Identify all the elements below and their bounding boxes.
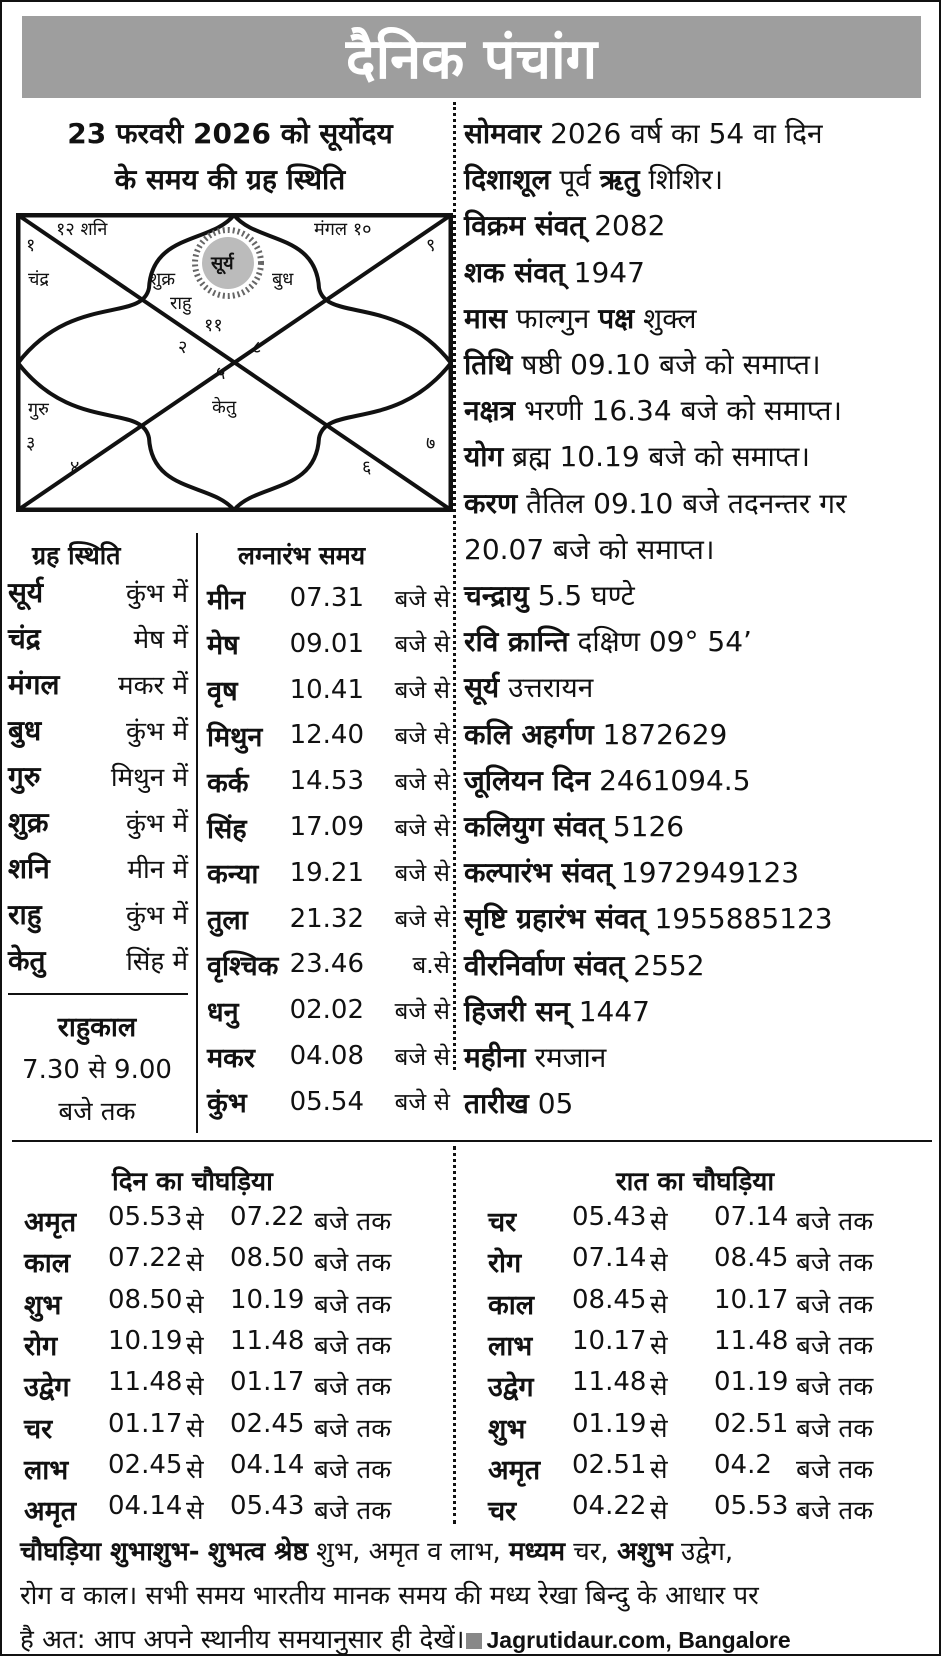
house-8-label: ८	[252, 337, 262, 358]
graha-position: कुंभ में	[125, 579, 188, 609]
house-6-label: ६	[362, 457, 372, 478]
lagna-suffix: बजे से	[394, 1042, 450, 1071]
lagna-time: 04.08	[289, 1041, 364, 1071]
choghadiya-name: शुभ	[24, 1289, 62, 1321]
info-value: 2082	[594, 209, 666, 243]
planet-surya: सूर्य	[211, 253, 234, 274]
planet-ketu: केतु	[212, 397, 237, 418]
lagna-rashi: वृश्चिक	[207, 950, 279, 982]
choghadiya-divider	[12, 1140, 932, 1142]
choghadiya-from: 01.17	[108, 1408, 183, 1439]
choghadiya-tak: बजे तक	[796, 1289, 874, 1320]
graha-name: चंद्र	[8, 622, 41, 655]
choghadiya-from: 05.53	[108, 1202, 183, 1232]
choghadiya-to: 04.2	[714, 1449, 772, 1480]
info-row	[464, 114, 823, 152]
graha-position: कुंभ में	[125, 901, 188, 931]
info-key: विक्रम संवत्	[464, 209, 586, 243]
choghadiya-from: 02.45	[108, 1449, 183, 1480]
rahukaal-suffix: बजे तक	[58, 1097, 136, 1127]
house-11-label: ११	[204, 315, 223, 336]
choghadiya-tak: बजे तक	[796, 1496, 874, 1527]
info-value: 1955885123	[654, 902, 833, 936]
lagna-suffix: बजे से	[394, 767, 450, 796]
lagna-rashi: कन्या	[207, 859, 259, 891]
lagna-heading: लग्नारंभ समय	[238, 541, 366, 570]
footer-text-udveg: उद्वेग,	[681, 1537, 734, 1567]
info-row	[464, 437, 810, 475]
choghadiya-from: 08.50	[108, 1284, 183, 1315]
choghadiya-to: 07.14	[714, 1202, 789, 1232]
info-key: कलियुग संवत्	[464, 810, 604, 843]
choghadiya-from: 01.19	[572, 1408, 647, 1439]
choghadiya-se: से	[186, 1454, 204, 1485]
house-2-label: २	[178, 337, 188, 358]
choghadiya-to: 02.45	[230, 1408, 305, 1439]
choghadiya-to: 11.48	[714, 1325, 789, 1356]
choghadiya-to: 01.17	[230, 1367, 305, 1398]
choghadiya-se: से	[650, 1207, 668, 1237]
choghadiya-name: उद्वेग	[488, 1372, 534, 1404]
info-row	[464, 668, 593, 706]
choghadiya-from: 10.17	[572, 1325, 647, 1356]
choghadiya-name: चर	[488, 1207, 517, 1238]
choghadiya-to: 10.17	[714, 1284, 789, 1315]
choghadiya-tak: बजे तक	[314, 1248, 392, 1279]
info-value: दक्षिण 09° 54’	[577, 625, 752, 659]
choghadiya-name: चर	[488, 1496, 517, 1528]
page-title: दैनिक पंचांग	[22, 16, 921, 98]
lagna-time: 07.31	[289, 583, 364, 613]
info-key: महीना	[464, 1041, 526, 1074]
choghadiya-tak: बजे तक	[314, 1372, 392, 1403]
lagna-time: 23.46	[289, 949, 364, 980]
house-4-label: ४	[70, 457, 80, 478]
info-key: चन्द्रायु	[464, 579, 529, 612]
lagna-suffix: बजे से	[394, 813, 450, 842]
info-key: तिथि	[464, 348, 513, 381]
choghadiya-name: अमृत	[24, 1207, 77, 1238]
choghadiya-from: 07.14	[572, 1243, 647, 1274]
house-10-label: मंगल १०	[314, 219, 372, 240]
info-row	[464, 807, 684, 845]
choghadiya-se: से	[650, 1289, 668, 1320]
lagna-rashi: मिथुन	[207, 721, 263, 753]
choghadiya-name: रोग	[488, 1248, 522, 1280]
choghadiya-se: से	[186, 1248, 204, 1279]
info-key-2: ऋतु	[599, 163, 640, 197]
footer-key-madhyam: मध्यम	[509, 1537, 565, 1567]
lagna-suffix: बजे से	[394, 905, 450, 934]
planet-rahu: राहु	[170, 293, 192, 314]
info-key: कलि अहर्गण	[464, 717, 594, 751]
info-key: सूर्य	[464, 671, 500, 705]
choghadiya-se: से	[186, 1289, 204, 1320]
info-value: षष्ठी 09.10 बजे को समाप्त।	[521, 348, 821, 381]
lagna-rashi: मेष	[207, 630, 239, 662]
choghadiya-se: से	[650, 1454, 668, 1485]
info-value-2: शिशिर।	[648, 163, 724, 197]
lagna-suffix: बजे से	[394, 996, 450, 1025]
graha-position: मिथुन में	[110, 763, 188, 793]
lagna-rashi: वृष	[207, 676, 238, 708]
info-value: उत्तरायन	[508, 671, 594, 705]
choghadiya-name: काल	[24, 1248, 71, 1280]
info-value: ब्रह्म 10.19 बजे को समाप्त।	[512, 440, 810, 474]
graha-name: केतु	[8, 944, 46, 977]
footer-key-ashubh: अशुभ	[616, 1537, 673, 1567]
info-row	[464, 160, 723, 198]
info-value: 2552	[633, 948, 705, 982]
choghadiya-tak: बजे तक	[796, 1330, 874, 1361]
info-row	[464, 576, 635, 614]
info-value: 05	[537, 1087, 574, 1121]
planet-guru: गुरु	[28, 399, 49, 420]
graha-position: कुंभ में	[125, 717, 188, 747]
choghadiya-to: 04.14	[230, 1449, 305, 1480]
rahukaal-divider	[8, 993, 188, 995]
info-value: 1872629	[602, 717, 728, 751]
choghadiya-tak: बजे तक	[314, 1330, 392, 1361]
choghadiya-se: से	[186, 1372, 204, 1403]
choghadiya-from: 05.43	[572, 1202, 647, 1232]
info-row	[464, 391, 842, 429]
choghadiya-name: लाभ	[24, 1454, 69, 1486]
choghadiya-tak: बजे तक	[796, 1248, 874, 1279]
graha-name: मंगल	[8, 668, 60, 701]
info-value: रमजान	[534, 1041, 607, 1074]
chart-heading-line2: के समय की ग्रह स्थिति	[114, 163, 346, 196]
choghadiya-se: से	[186, 1496, 204, 1527]
choghadiya-name: काल	[488, 1289, 535, 1321]
info-row	[464, 853, 799, 891]
graha-name: राहु	[8, 898, 42, 931]
choghadiya-tak: बजे तक	[796, 1372, 874, 1403]
lagna-time: 17.09	[289, 812, 364, 842]
choghadiya-name: लाभ	[488, 1330, 533, 1362]
info-key: हिजरी सन्	[464, 994, 570, 1028]
publisher-credit: Jagrutidaur.com, Bangalore	[486, 1627, 791, 1653]
choghadiya-from: 02.51	[572, 1449, 647, 1480]
lagna-suffix: बजे से	[394, 859, 450, 888]
choghadiya-tak: बजे तक	[796, 1454, 874, 1485]
info-row	[464, 899, 833, 937]
choghadiya-to: 08.50	[230, 1243, 305, 1274]
choghadiya-name: रोग	[24, 1330, 58, 1362]
info-key: तारीख	[464, 1087, 529, 1121]
info-key: जूलियन दिन	[464, 763, 591, 797]
choghadiya-name: शुभ	[488, 1413, 526, 1445]
house-3-label: ३	[26, 433, 36, 454]
graha-name: शुक्र	[8, 806, 49, 839]
kundali-chart	[16, 213, 453, 512]
info-key: सोमवार	[464, 117, 542, 150]
info-key: कल्पारंभ संवत्	[464, 856, 613, 890]
planet-chandra: चंद्र	[28, 269, 49, 290]
lagna-suffix: ब.से	[412, 950, 450, 979]
planet-shukra: शुक्र	[149, 269, 176, 290]
choghadiya-tak: बजे तक	[314, 1454, 392, 1485]
rahukaal-title: राहुकाल	[57, 1012, 137, 1043]
info-key-2: पक्ष	[598, 301, 635, 335]
choghadiya-tak: बजे तक	[314, 1496, 392, 1527]
footer-line3-text: है अत: आप अपने स्थानीय समयानुसार ही देखें।	[20, 1625, 465, 1655]
lagna-suffix: बजे से	[394, 630, 450, 659]
lagna-time: 09.01	[289, 628, 364, 659]
choghadiya-to: 05.43	[230, 1491, 305, 1522]
info-key: मास	[464, 301, 507, 335]
graha-name: गुरु	[8, 760, 41, 793]
lagna-rashi: सिंह	[207, 813, 247, 845]
choghadiya-to: 08.45	[714, 1243, 789, 1274]
house-12-label: १२ शनि	[56, 219, 108, 240]
choghadiya-se: से	[650, 1248, 668, 1279]
house-1-label: १	[26, 235, 36, 256]
choghadiya-se: से	[650, 1413, 668, 1444]
house-9-label: ९	[426, 235, 436, 256]
lagna-time: 12.40	[289, 720, 364, 751]
choghadiya-name: अमृत	[24, 1496, 77, 1528]
graha-position: सिंह में	[126, 947, 188, 977]
planet-budh: बुध	[272, 269, 294, 290]
graha-heading: ग्रह स्थिति	[32, 541, 121, 570]
info-row	[464, 299, 696, 337]
column-divider	[453, 102, 456, 1070]
choghadiya-tak: बजे तक	[796, 1207, 874, 1237]
info-value: फाल्गुन	[515, 301, 590, 335]
info-value: 2026 वर्ष का 54 वा दिन	[550, 117, 823, 150]
choghadiya-to: 01.19	[714, 1367, 789, 1398]
info-key: नक्षत्र	[464, 394, 516, 428]
info-row	[464, 1038, 606, 1076]
graha-lagna-divider	[196, 533, 198, 1133]
info-value: 1972949123	[620, 856, 800, 890]
info-key: सृष्टि ग्रहारंभ संवत्	[464, 902, 646, 936]
choghadiya-se: से	[650, 1330, 668, 1361]
info-value: 20.07 बजे को समाप्त।	[464, 532, 715, 566]
graha-position: कुंभ में	[125, 809, 188, 839]
info-key: करण	[464, 486, 518, 520]
choghadiya-from: 04.22	[572, 1491, 647, 1522]
choghadiya-se: से	[650, 1372, 668, 1403]
footer-text-char: चर,	[573, 1537, 609, 1567]
lagna-suffix: बजे से	[394, 584, 450, 613]
lagna-suffix: बजे से	[394, 676, 450, 705]
choghadiya-tak: बजे तक	[314, 1413, 392, 1444]
info-row	[464, 992, 650, 1030]
graha-position: मेष में	[133, 625, 188, 655]
info-value: 5126	[612, 810, 685, 843]
square-bullet-icon	[466, 1633, 482, 1649]
rahukaal-box	[2, 1007, 192, 1128]
graha-name: बुध	[8, 714, 42, 747]
choghadiya-se: से	[650, 1496, 668, 1527]
info-key: शक संवत्	[464, 255, 565, 289]
lagna-suffix: बजे से	[394, 721, 450, 750]
lagna-rashi: मकर	[207, 1042, 255, 1074]
info-value: 2461094.5	[599, 763, 751, 797]
lagna-time: 14.53	[289, 766, 364, 797]
graha-name: सूर्य	[8, 576, 44, 609]
footer-key-shreshth: शुभत्व श्रेष्ठ	[207, 1537, 308, 1567]
choghadiya-from: 11.48	[572, 1367, 647, 1398]
info-value: भरणी 16.34 बजे को समाप्त।	[523, 394, 843, 428]
info-key: दिशाशूल	[464, 163, 551, 197]
lagna-suffix: बजे से	[394, 1088, 450, 1117]
info-value: 1447	[578, 994, 650, 1028]
footer-key-shubhashubh: चौघड़िया शुभाशुभ-	[20, 1537, 200, 1567]
choghadiya-from: 10.19	[108, 1325, 183, 1356]
lagna-time: 02.02	[289, 995, 364, 1026]
footer-text-shubh: शुभ, अमृत व लाभ,	[316, 1537, 501, 1567]
info-row	[464, 715, 727, 753]
info-row	[464, 530, 715, 568]
choghadiya-to: 11.48	[230, 1325, 305, 1356]
choghadiya-to: 02.51	[714, 1408, 789, 1439]
choghadiya-from: 11.48	[108, 1367, 183, 1398]
lagna-time: 05.54	[289, 1086, 364, 1117]
info-row	[464, 761, 751, 799]
chart-heading-line1: 23 फरवरी 2026 को सूर्योदय	[67, 117, 393, 150]
graha-name: शनि	[8, 852, 50, 885]
choghadiya-to: 05.53	[714, 1491, 789, 1522]
info-row	[464, 345, 821, 383]
lagna-rashi: मीन	[207, 584, 246, 616]
info-row	[464, 946, 705, 984]
lagna-rashi: धनु	[207, 996, 239, 1028]
choghadiya-from: 08.45	[572, 1284, 647, 1315]
choghadiya-name: चर	[24, 1413, 53, 1445]
choghadiya-name: अमृत	[488, 1454, 541, 1486]
lagna-rashi: कुंभ	[207, 1088, 247, 1120]
choghadiya-tak: बजे तक	[314, 1289, 392, 1320]
house-7-label: ७	[426, 433, 436, 454]
footer-line3	[20, 1618, 935, 1662]
choghadiya-from: 04.14	[108, 1491, 183, 1522]
graha-position: मीन में	[127, 855, 188, 885]
choghadiya-name: उद्वेग	[24, 1372, 70, 1404]
footer-line2: रोग व काल। सभी समय भारतीय मानक समय की मध्य रेखा बिन्दु के आधार पर	[20, 1581, 759, 1611]
lagna-rashi: कर्क	[207, 767, 249, 799]
lagna-time: 10.41	[289, 674, 364, 705]
choghadiya-se: से	[186, 1330, 204, 1361]
info-row	[464, 622, 752, 660]
info-key: रवि क्रान्ति	[464, 625, 569, 659]
lagna-rashi: तुला	[207, 905, 248, 937]
lagna-time: 21.32	[289, 903, 364, 934]
info-value-2: शुक्ल	[643, 301, 697, 335]
choghadiya-from: 07.22	[108, 1243, 183, 1274]
choghadiya-tak: बजे तक	[314, 1207, 392, 1237]
choghadiya-column-divider	[453, 1146, 456, 1524]
info-key: वीरनिर्वाण संवत्	[464, 948, 625, 982]
info-row	[464, 1084, 573, 1122]
choghadiya-se: से	[186, 1207, 204, 1237]
info-value: 5.5 घण्टे	[537, 579, 635, 612]
footer-line1	[20, 1530, 935, 1574]
night-choghadiya-heading: रात का चौघड़िया	[616, 1167, 775, 1197]
choghadiya-to: 07.22	[230, 1202, 305, 1232]
lagna-time: 19.21	[289, 857, 364, 888]
info-value: तैतिल 09.10 बजे तदनन्तर गर	[526, 486, 847, 520]
footer-note	[20, 1530, 935, 1662]
choghadiya-tak: बजे तक	[796, 1413, 874, 1444]
info-key: योग	[464, 440, 504, 474]
info-row	[464, 206, 665, 244]
info-row	[464, 253, 645, 291]
house-5-label: ५	[216, 363, 226, 384]
info-value: 1947	[573, 255, 645, 289]
choghadiya-to: 10.19	[230, 1284, 305, 1315]
graha-position: मकर में	[118, 671, 188, 701]
rahukaal-time: 7.30 से 9.00	[22, 1055, 172, 1085]
info-row	[464, 484, 846, 522]
choghadiya-se: से	[186, 1413, 204, 1444]
info-value: पूर्व	[559, 163, 591, 197]
day-choghadiya-heading: दिन का चौघड़िया	[112, 1167, 273, 1197]
